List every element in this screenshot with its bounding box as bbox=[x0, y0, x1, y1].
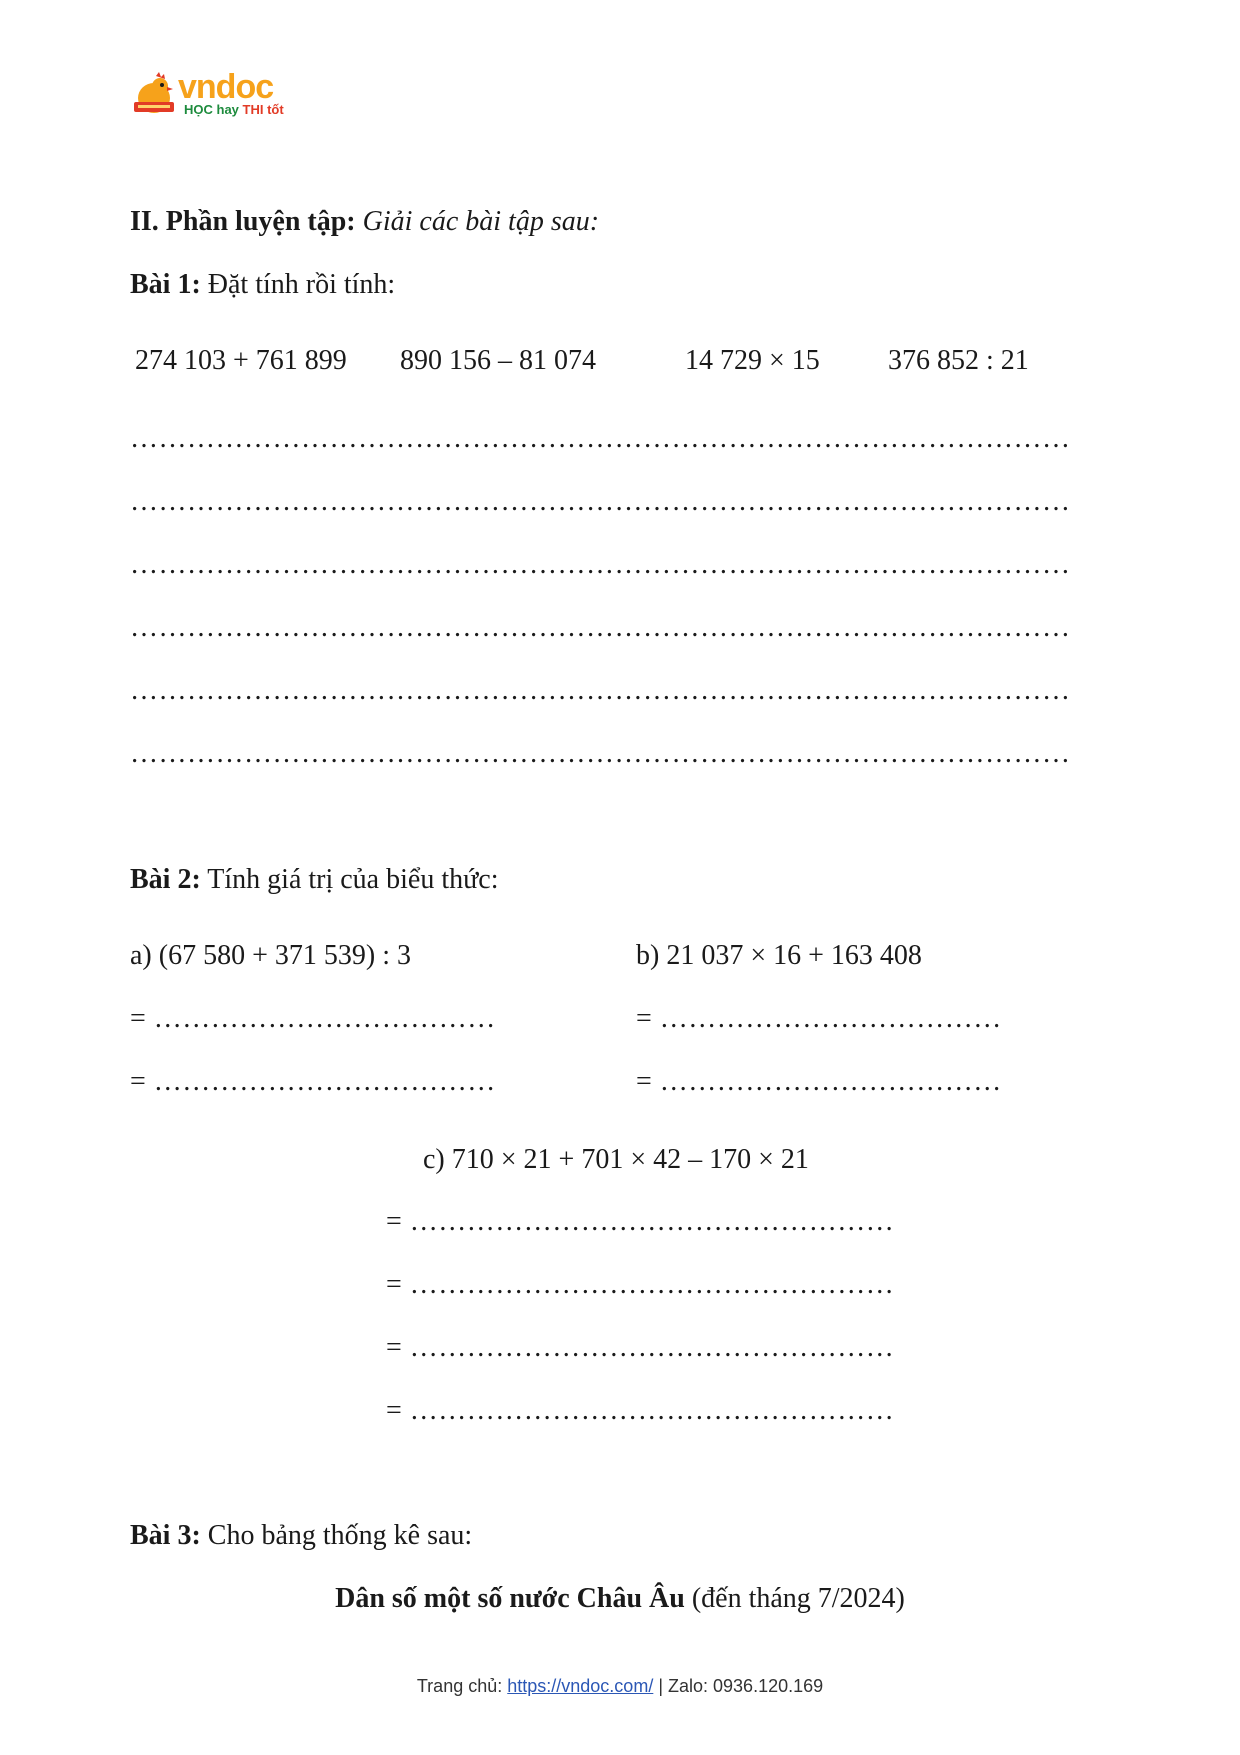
bai1-answer-line: ……………………………………………………………………………………… bbox=[130, 740, 1071, 768]
bai1-problem-4: 376 852 : 21 bbox=[888, 345, 1029, 376]
bai3-heading: Bài 3: Cho bảng thống kê sau: bbox=[130, 1520, 473, 1551]
bai2-expression-a: a) (67 580 + 371 539) : 3 bbox=[130, 940, 411, 971]
bai2c-answer-line: = …………………………………………… bbox=[386, 1397, 895, 1425]
table-title: Dân số một số nước Châu Âu (đến tháng 7/2024) bbox=[335, 1583, 905, 1614]
bai1-answer-line: ……………………………………………………………………………………… bbox=[130, 551, 1071, 579]
bai1-answer-line: ……………………………………………………………………………………… bbox=[130, 614, 1071, 642]
bai2c-answer-line: = …………………………………………… bbox=[386, 1271, 895, 1299]
bai2-heading: Bài 2: Tính giá trị của biểu thức: bbox=[130, 864, 499, 895]
bai1-answer-line: ……………………………………………………………………………………… bbox=[130, 488, 1071, 516]
logo-wordmark: vndoc bbox=[178, 68, 274, 106]
section-heading: II. Phần luyện tập: Giải các bài tập sau: bbox=[130, 206, 600, 237]
bai2a-answer-line: = ……………………………… bbox=[130, 1005, 496, 1033]
bai2-expression-b: b) 21 037 × 16 + 163 408 bbox=[636, 940, 922, 971]
bai1-heading: Bài 1: Đặt tính rồi tính: bbox=[130, 269, 396, 300]
page-footer: Trang chủ: https://vndoc.com/ | Zalo: 0936.120.169 bbox=[416, 1676, 824, 1696]
bai1-problem-3: 14 729 × 15 bbox=[685, 345, 820, 376]
bai2a-answer-line: = ……………………………… bbox=[130, 1068, 496, 1096]
bai2c-answer-line: = …………………………………………… bbox=[386, 1334, 895, 1362]
bai1-problem-2: 890 156 – 81 074 bbox=[400, 345, 596, 376]
chicken-mascot-icon bbox=[130, 72, 180, 122]
bai1-problem-1: 274 103 + 761 899 bbox=[135, 345, 347, 376]
bai1-answer-line: ……………………………………………………………………………………… bbox=[130, 425, 1071, 453]
bai2b-answer-line: = ……………………………… bbox=[636, 1068, 1002, 1096]
homepage-link[interactable]: https://vndoc.com/ bbox=[507, 1676, 654, 1696]
vndoc-logo bbox=[130, 70, 300, 126]
logo-tagline: HỌC hay THI tốt bbox=[184, 102, 284, 117]
bai2c-answer-line: = …………………………………………… bbox=[386, 1208, 895, 1236]
bai2-expression-c: c) 710 × 21 + 701 × 42 – 170 × 21 bbox=[423, 1144, 809, 1175]
bai2b-answer-line: = ……………………………… bbox=[636, 1005, 1002, 1033]
bai1-answer-line: ……………………………………………………………………………………… bbox=[130, 677, 1071, 705]
